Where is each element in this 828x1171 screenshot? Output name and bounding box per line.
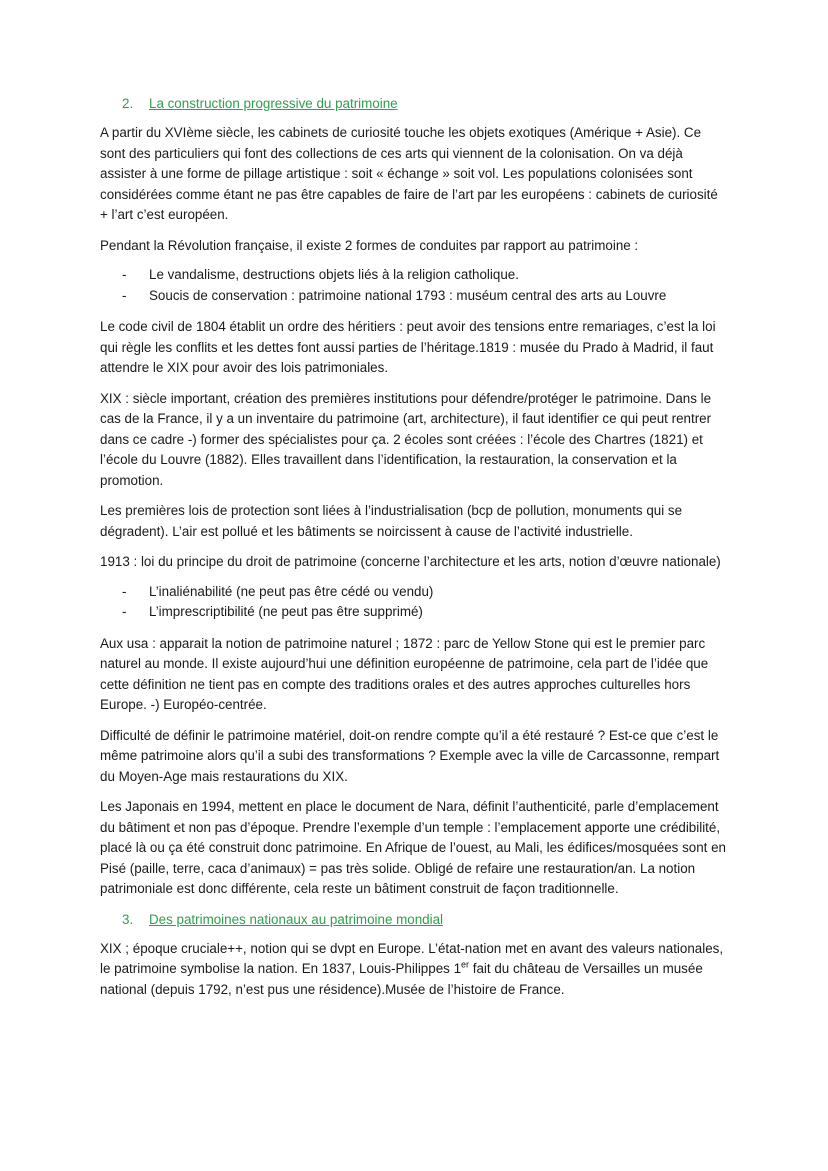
paragraph: 1913 : loi du principe du droit de patrimoine (concerne l’architecture et les arts, notion d’œuvre nationale): [100, 554, 721, 569]
paragraph: Les Japonais en 1994, mettent en place le document de Nara, définit l’authenticité, parle d’emplacement du bâtiment et non pas d’époque. Prendre l’exemple d’un temple : l’emplacement apporte une crédibilité, placé là ou ça été construit donc patrimoine. En Afrique de l’ouest, au Mali, les édifices/mosquées sont en Pisé (paille, terre, caca d’animaux) = pas très solide. Obligé de refaire une restauration/an. La notion patrimoniale est donc différente, cela reste un bâtiment construit de façon traditionnelle.: [100, 799, 726, 896]
list-item: [122, 582, 728, 603]
list-item: [122, 265, 728, 286]
dash-marker: -: [122, 287, 127, 303]
section-title: La construction progressive du patrimoine: [149, 96, 398, 111]
paragraph: Pendant la Révolution française, il existe 2 formes de conduites par rapport au patrimoine :: [100, 237, 639, 253]
section-heading-2: [122, 94, 728, 114]
bullet-list: [100, 582, 728, 623]
section-heading-3: [122, 910, 728, 930]
section-title: Des patrimoines nationaux au patrimoine mondial: [149, 911, 444, 927]
dash-marker: -: [122, 267, 127, 282]
section-number: 2.: [122, 96, 134, 111]
paragraph: Le code civil de 1804 établit un ordre des héritiers : peut avoir des tensions entre remariages, c’est la loi qui règle les conflits et les dettes font aussi parties de l’héritage.1819 : musée du Prado à Madrid, il faut attendre le XIX pour avoir des lois patrimoniales.: [100, 319, 716, 375]
paragraph: A partir du XVIème siècle, les cabinets de curiosité touche les objets exotiques (Amérique + Asie). Ce sont des particuliers qui font des collections de ces arts qui viennent de la colonisation. On va déjà assister à une forme de pillage artistique : soit « échange » soit vol. Les populations colonisées sont considérées comme étant ne pas être capables de faire de l’art par les européens : cabinets de curiosité + l’art c’est européen.: [100, 125, 718, 222]
list-item-text: Le vandalisme, destructions objets liés à la religion catholique.: [149, 267, 519, 282]
list-item-text: Soucis de conservation : patrimoine national 1793 : muséum central des arts au Louvre: [149, 287, 667, 303]
ordinal-superscript: er: [461, 959, 470, 970]
list-item-text: L’imprescriptibilité (ne peut pas être supprimé): [149, 604, 423, 619]
paragraph-text: fait du château de Versailles un musée national (depuis 1792, n’est pus une résidence).Musée de l’histoire de France.: [100, 961, 703, 997]
paragraph: XIX : siècle important, création des premières institutions pour défendre/protéger le patrimoine. Dans le cas de la France, il y a un inventaire du patrimoine (art, architecture), il faut identifier ce qui peut rentrer dans ce cadre -) former des spécialistes pour ça. 2 écoles sont créées : l’école des Chartres (1821) et l’école du Louvre (1882). Elles travaillent dans l’identification, la restauration, la conservation et la promotion.: [100, 390, 712, 488]
dash-marker: -: [122, 604, 127, 619]
paragraph: Aux usa : apparait la notion de patrimoine naturel ; 1872 : parc de Yellow Stone qui est le premier parc naturel au monde. Il existe aujourd’hui une définition européenne de patrimoine, cela part de l’idée que cette définition ne tient pas en compte des traditions orales et des autres approches culturelles hors Europe. -) Européo-centrée.: [100, 635, 709, 712]
list-item: [122, 286, 728, 307]
paragraph-text: XIX ; époque cruciale++, notion qui se dvpt en Europe. L’état-nation met en avant des valeurs nationales, le patrimoine symbolise la nation. En 1837, Louis-Philippes 1: [100, 940, 724, 976]
dash-marker: -: [122, 583, 127, 599]
paragraph: [100, 939, 728, 1001]
bullet-list: [100, 265, 728, 306]
paragraph: Les premières lois de protection sont liées à l’industrialisation (bcp de pollution, monuments qui se dégradent). L’air est pollué et les bâtiments se noircissent à cause de l’activité industrielle.: [100, 503, 683, 539]
section-number: 3.: [122, 911, 134, 927]
list-item-text: L’inaliénabilité (ne peut pas être cédé ou vendu): [149, 583, 434, 599]
paragraph: Difficulté de définir le patrimoine matériel, doit-on rendre compte qu’il a été restauré ? Est-ce que c’est le même patrimoine alors qu’il a subi des transformations ? Exemple avec la ville de Carcassonne, rempart du Moyen-Age mais restaurations du XIX.: [100, 727, 720, 784]
list-item: [122, 602, 728, 623]
